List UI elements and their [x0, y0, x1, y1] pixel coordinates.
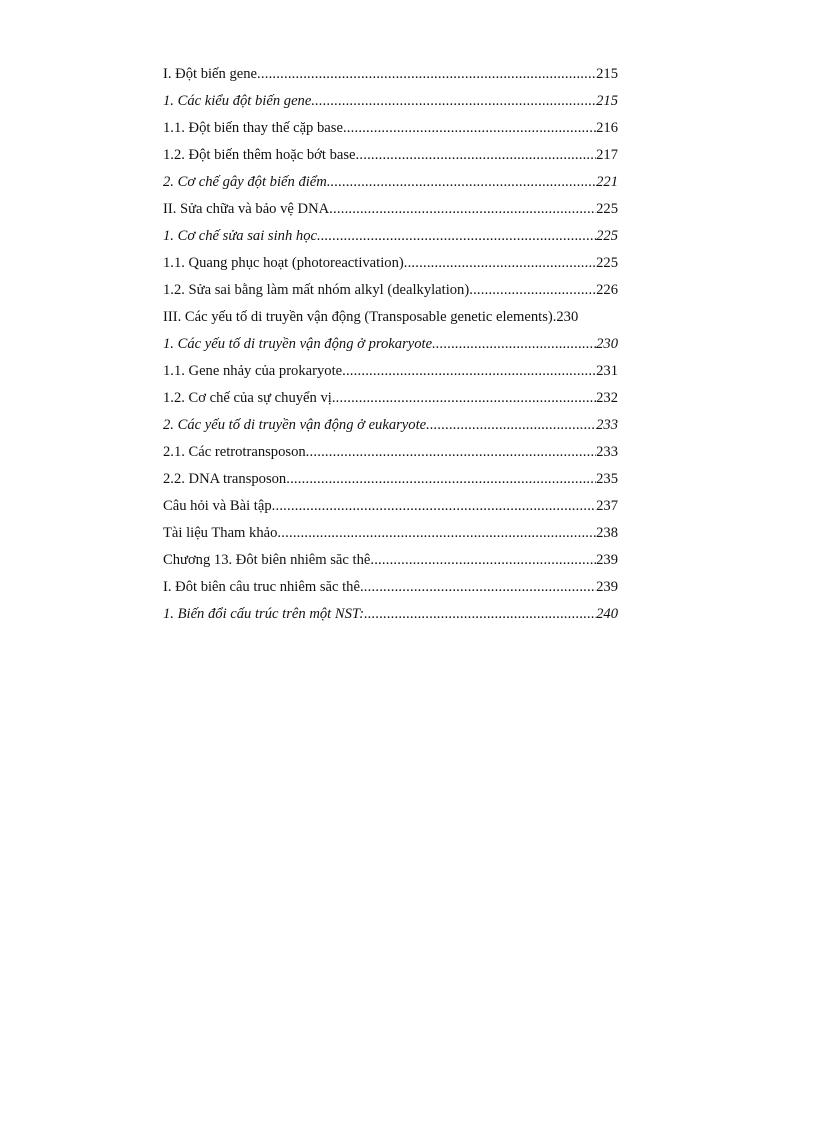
toc-entry-1	[163, 61, 618, 88]
table-of-contents	[163, 61, 618, 628]
toc-entry-label: 1. Cơ chế sửa sai sinh học	[163, 228, 317, 244]
toc-entry-label: I. Đôt biên câu truc nhiêm săc thê	[163, 579, 360, 595]
toc-entry-10	[163, 304, 618, 331]
dot-leader	[317, 223, 596, 250]
toc-entry-page: 232	[596, 390, 618, 406]
toc-entry-label: Tài liệu Tham khảo	[163, 525, 278, 541]
dot-leader	[272, 493, 596, 520]
dot-leader	[286, 466, 596, 493]
toc-entry-page: 233	[596, 417, 618, 433]
dot-leader	[356, 142, 597, 169]
toc-entry-label: 1.1. Đột biến thay thế cặp base	[163, 120, 343, 136]
toc-entry-label: Chương 13. Đôt biên nhiêm săc thê	[163, 552, 371, 568]
dot-leader	[426, 412, 596, 439]
toc-entry-13	[163, 385, 618, 412]
toc-entry-5	[163, 169, 618, 196]
dot-leader	[343, 115, 596, 142]
toc-entry-16	[163, 466, 618, 493]
toc-entry-11	[163, 331, 618, 358]
toc-entry-20	[163, 574, 618, 601]
dot-leader	[364, 601, 596, 628]
toc-entry-page: 233	[596, 444, 618, 460]
toc-entry-page: 238	[596, 525, 618, 541]
dot-leader	[370, 547, 596, 574]
toc-entry-page: 239	[596, 552, 618, 568]
toc-entry-label: Câu hỏi và Bài tập	[163, 498, 272, 514]
toc-entry-page: 215	[596, 66, 618, 82]
dot-leader	[469, 277, 596, 304]
toc-entry-6	[163, 196, 618, 223]
toc-entry-page: 235	[596, 471, 618, 487]
dot-leader	[277, 520, 596, 547]
toc-entry-label: 1. Các kiểu đột biến gene	[163, 93, 312, 109]
toc-entry-18	[163, 520, 618, 547]
dot-leader	[404, 250, 596, 277]
toc-entry-17	[163, 493, 618, 520]
dot-leader	[332, 385, 596, 412]
toc-entry-page: 240	[596, 606, 618, 622]
toc-entry-page: 215	[596, 93, 618, 109]
toc-entry-12	[163, 358, 618, 385]
toc-entry-page: 231	[596, 363, 618, 379]
toc-entry-label: I. Đột biến gene	[163, 66, 258, 82]
dot-leader	[432, 331, 596, 358]
toc-entry-7	[163, 223, 618, 250]
toc-entry-page: 230	[596, 336, 618, 352]
toc-entry-label: III. Các yếu tố di truyền vận động (Transposable genetic elements)	[163, 309, 553, 325]
dot-leader	[329, 196, 596, 223]
toc-entry-15	[163, 439, 618, 466]
toc-entry-label: 1. Các yếu tố di truyền vận động ở prokaryote	[163, 336, 433, 352]
toc-entry-page: .230	[552, 309, 579, 325]
toc-entry-4	[163, 142, 618, 169]
toc-entry-8	[163, 250, 618, 277]
toc-entry-label: 1.2. Cơ chế của sự chuyển vị	[163, 390, 332, 406]
toc-entry-page: 237	[596, 498, 618, 514]
toc-entry-page: 217	[596, 147, 618, 163]
toc-entry-page: 226	[596, 282, 618, 298]
toc-entry-page: 225	[596, 201, 618, 217]
dot-leader	[257, 61, 596, 88]
dot-leader	[360, 574, 596, 601]
toc-entry-3	[163, 115, 618, 142]
toc-entry-page: 225	[596, 255, 618, 271]
toc-entry-label: 1.2. Đột biến thêm hoặc bớt base	[163, 147, 356, 163]
dot-leader	[342, 358, 596, 385]
toc-entry-label: 1. Biến đổi cấu trúc trên một NST:	[163, 606, 365, 622]
dot-leader	[327, 169, 596, 196]
dot-leader	[306, 439, 596, 466]
toc-entry-label: 2. Cơ chế gây đột biến điểm	[163, 174, 327, 190]
toc-entry-19	[163, 547, 618, 574]
toc-entry-2	[163, 88, 618, 115]
toc-entry-label: 1.1. Gene nhảy của prokaryote	[163, 363, 343, 379]
toc-entry-14	[163, 412, 618, 439]
toc-entry-9	[163, 277, 618, 304]
dot-leader	[311, 88, 596, 115]
toc-entry-label: 1.1. Quang phục hoạt (photoreactivation)	[163, 255, 404, 271]
toc-entry-page: 225	[596, 228, 618, 244]
toc-entry-label: 1.2. Sửa sai bằng làm mất nhóm alkyl (dealkylation)	[163, 282, 470, 298]
toc-entry-page: 221	[596, 174, 618, 190]
toc-entry-label: 2. Các yếu tố di truyền vận động ở eukaryote	[163, 417, 427, 433]
toc-entry-label: 2.2. DNA transposon	[163, 471, 287, 487]
toc-entry-label: 2.1. Các retrotransposon	[163, 444, 306, 460]
toc-entry-page: 239	[596, 579, 618, 595]
toc-entry-page: 216	[596, 120, 618, 136]
toc-entry-21	[163, 601, 618, 628]
toc-entry-label: II. Sửa chữa và bảo vệ DNA	[163, 201, 330, 217]
